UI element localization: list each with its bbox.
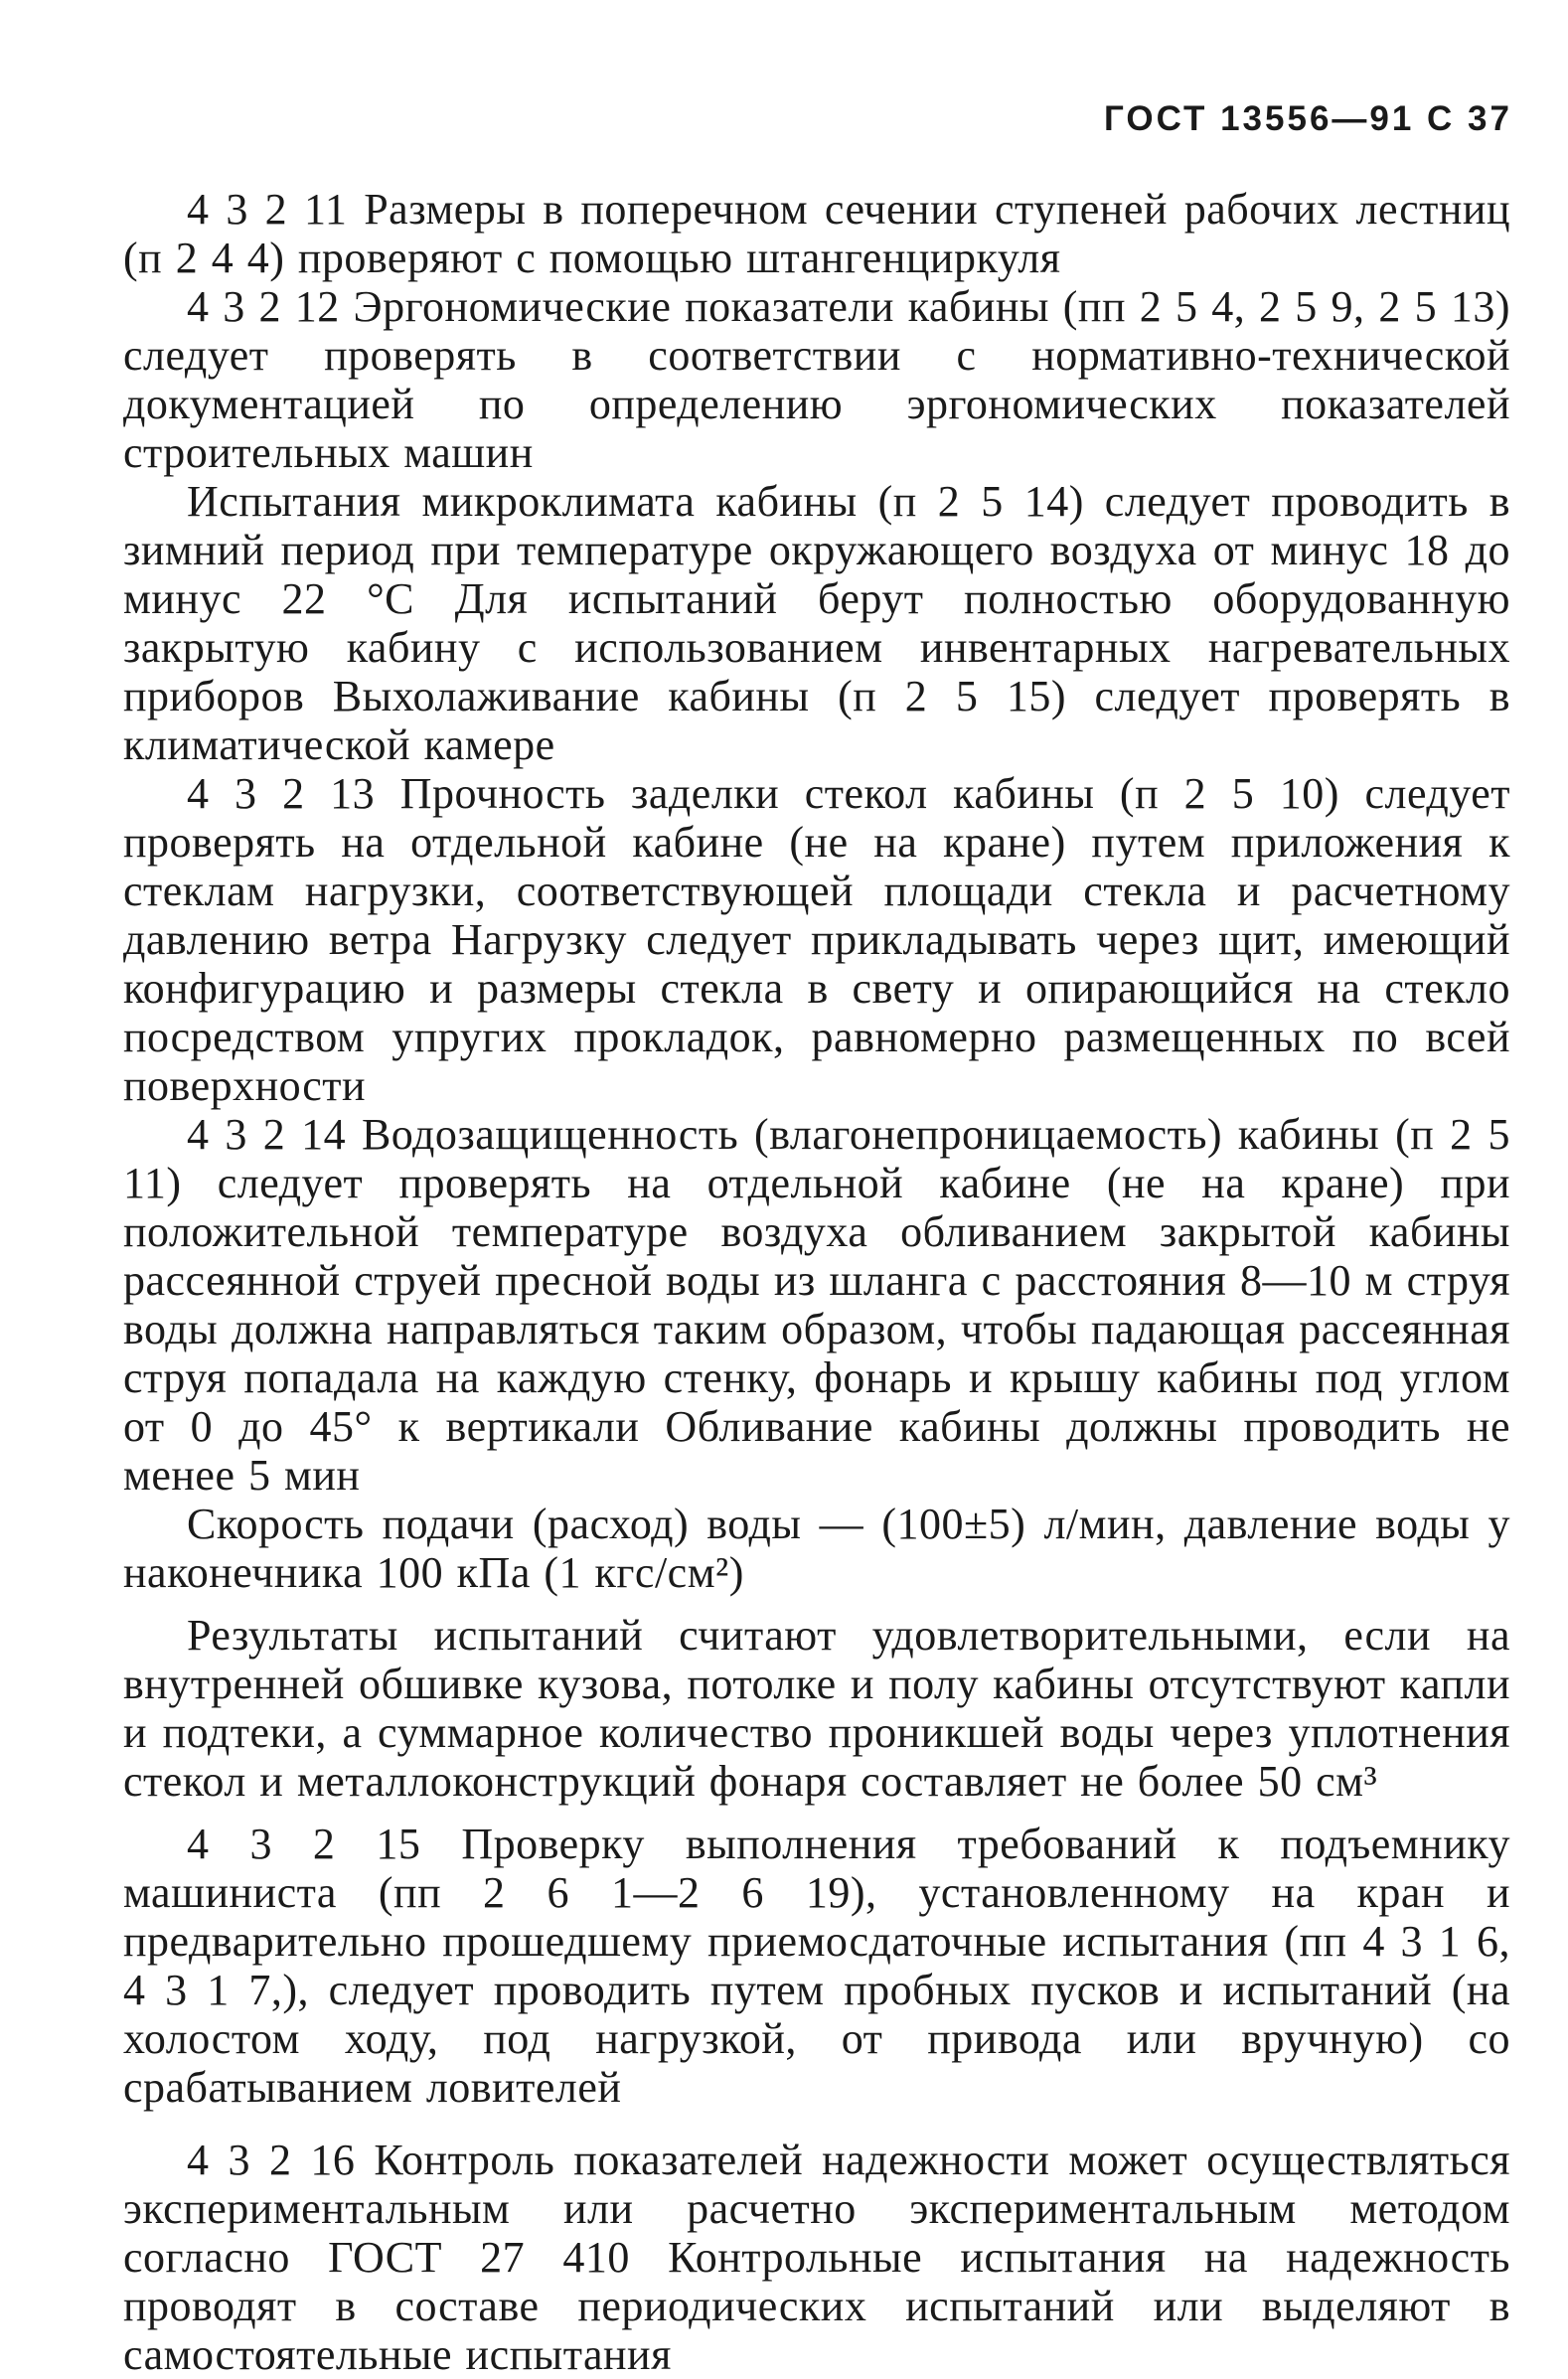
paragraph-4-3-2-15: 4 3 2 15 Проверку выполнения требований к подъемнику машиниста (пп 2 6 1—2 6 19), установленному на кран и предварительно прошедшему приемосдаточные испытания (пп 4 3 1 6, 4 3 1 7,), следует проводить путем пробных пусков и испытаний (на холостом ходу, под нагрузкой, от привода или вручную) со срабатыванием ловителей — [123, 1820, 1510, 2112]
paragraph-4-3-2-16: 4 3 2 16 Контроль показателей надежности может осуществляться экспериментальным или расчетно экспериментальным методом согласно ГОСТ 27 410 Контрольные испытания на надежность проводят в составе периодических испытаний или выделяют в самостоятельные испытания — [123, 2136, 1510, 2379]
paragraph-test-results: Результаты испытаний считают удовлетворительными, если на внутренней обшивке кузова, потолке и полу кабины отсутствуют капли и подтеки, а суммарное количество проникшей воды через уплотнения стекол и металлоконструкций фонаря составляет не более 50 см³ — [123, 1611, 1510, 1806]
paragraph-4-3-2-12: 4 3 2 12 Эргономические показатели кабины (пп 2 5 4, 2 5 9, 2 5 13) следует проверять в соответствии с нормативно-технической документацией по определению эргономических показателей строительных машин — [123, 282, 1510, 477]
paragraph-water-flow-rate: Скорость подачи (расход) воды — (100±5) л/мин, давление воды у наконечника 100 кПа (1 кгс/см²) — [123, 1500, 1510, 1597]
paragraph-microclimate-tests: Испытания микроклимата кабины (п 2 5 14) следует проводить в зимний период при температуре окружающего воздуха от минус 18 до минус 22 °С Для испытаний берут полностью оборудованную закрытую кабину с использованием инвентарных нагревательных приборов Выхолаживание кабины (п 2 5 15) следует проверять в климатической камере — [123, 477, 1510, 769]
paragraph-4-3-2-11: 4 3 2 11 Размеры в поперечном сечении ступеней рабочих лестниц (п 2 4 4) проверяют с помощью штангенциркуля — [123, 185, 1510, 282]
paragraph-4-3-2-14: 4 3 2 14 Водозащищенность (влагонепроницаемость) кабины (п 2 5 11) следует проверять на отдельной кабине (не на кране) при положительной температуре воздуха обливанием закрытой кабины рассеянной струей пресной воды из шланга с расстояния 8—10 м струя воды должна направляться таким образом, чтобы падающая рассеянная струя попадала на каждую стенку, фонарь и крышу кабины под углом от 0 до 45° к вертикали Обливание кабины должны проводить не менее 5 мин — [123, 1110, 1510, 1500]
running-header: ГОСТ 13556—91 С 37 — [1103, 99, 1512, 138]
paragraph-4-3-2-13: 4 3 2 13 Прочность заделки стекол кабины (п 2 5 10) следует проверять на отдельной кабине (не на кране) путем приложения к стеклам нагрузки, соответствующей площади стекла и расчетному давлению ветра Нагрузку следует прикладывать через щит, имеющий конфигурацию и размеры стекла в свету и опирающийся на стекло посредством упругих прокладок, равномерно размещенных по всей поверхности — [123, 769, 1510, 1110]
document-body — [123, 185, 1510, 2379]
